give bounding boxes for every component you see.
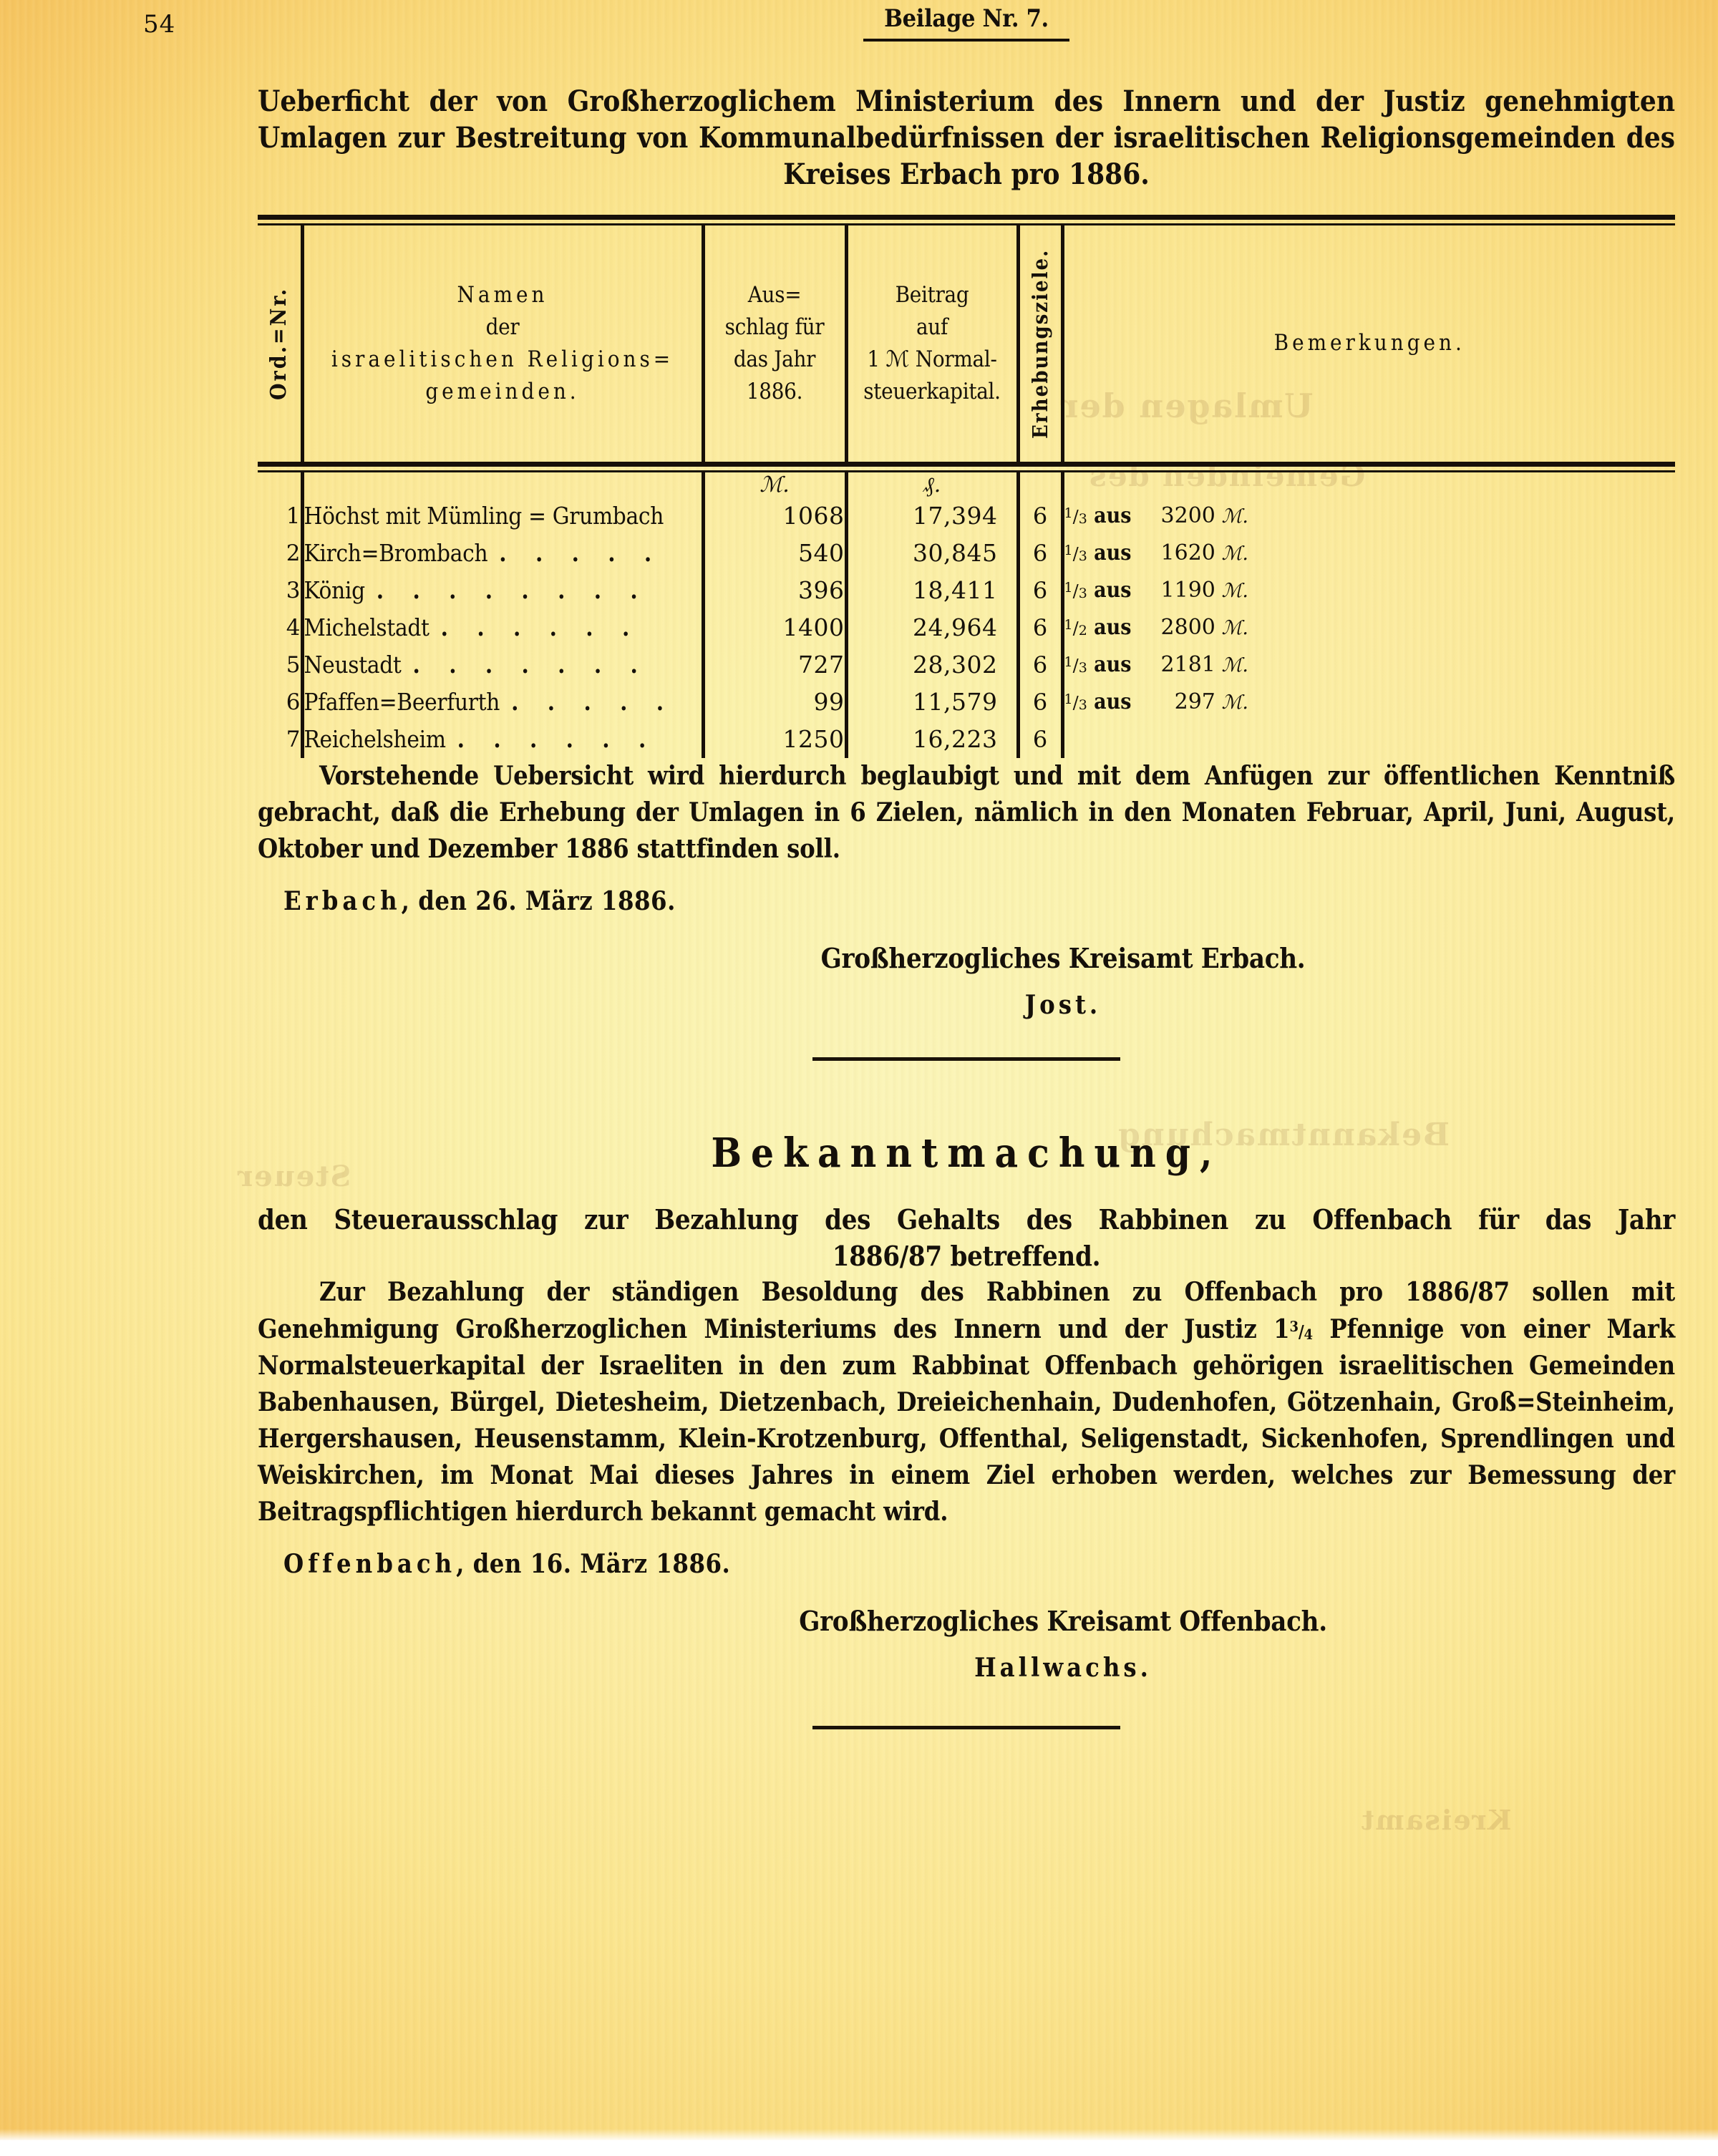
row-ord-nr: 5: [286, 651, 301, 678]
unit-ziele-spacer: [1018, 472, 1062, 497]
row-erhebungsziele: 6: [1018, 535, 1062, 572]
bemerkung-value: 297: [1174, 689, 1215, 715]
row-leader-dots: . . . . . .: [457, 725, 657, 754]
table-top-rule-thick: [258, 215, 1675, 220]
umlagen-table: [258, 225, 1675, 462]
announcement-body-part1: Zur Bezahlung der ständigen Besoldung des Rabbinen zu Offenbach pro 1886/87 sollen mit Genehmigung Großherzoglichen Ministeriums des Innern und der Justiz 1: [258, 1277, 1675, 1344]
bleed-through-text: Gemeinden des: [1088, 458, 1366, 493]
row-beitrag: 28,302: [846, 646, 1018, 684]
table-row: [258, 572, 1675, 609]
row-ord-nr: 4: [286, 614, 301, 641]
row-beitrag: 18,411: [846, 572, 1018, 609]
row-gemeinde-name: [302, 684, 703, 721]
header-bemerkungen: [1062, 225, 1675, 462]
bemerkung-currency: ℳ.: [1215, 691, 1248, 714]
table-header-rule-thick: [258, 462, 1675, 467]
bemerkung-aus-word: aus: [1087, 540, 1138, 566]
row-gemeinde-name: [302, 572, 703, 609]
header-ausschlag-line4: 1886.: [746, 378, 803, 404]
row-bemerkung: [1062, 535, 1675, 572]
bemerkung-currency: ℳ.: [1215, 543, 1248, 565]
bemerkung-fraction: $^1/_3$: [1064, 543, 1087, 565]
row-gemeinde-name: [302, 609, 703, 646]
unit-name-spacer: [302, 472, 703, 497]
scan-edge-fade: [0, 2129, 1718, 2140]
row-gemeinde-name: [302, 721, 703, 758]
table-row: [258, 497, 1675, 535]
overview-title: [258, 83, 1675, 193]
running-head-title: Beilage Nr. 7.: [884, 4, 1049, 33]
overview-place-rest: , den 26. März 1886.: [401, 885, 676, 916]
header-namen-line2: der: [485, 314, 520, 340]
bleed-through-text: Umlagen der: [1059, 387, 1314, 425]
bottom-divider-rule: [812, 1726, 1120, 1729]
row-bemerkung: [1062, 684, 1675, 721]
header-beitrag-line2: auf: [916, 314, 948, 340]
bemerkung-aus-word: aus: [1087, 615, 1138, 641]
overview-paragraph: Vorstehende Uebersicht wird hierdurch beglaubigt und mit dem Anfügen zur öffentlichen Kenntniß gebracht, daß die Erhebung der Umlagen in 6 Zielen, nämlich in den Monaten Februar, April, Juni, August, Oktober und Dezember 1886 stattfinden soll.: [258, 760, 1675, 864]
row-beitrag: 30,845: [846, 535, 1018, 572]
row-ord-nr: 2: [286, 540, 301, 566]
header-ausschlag: [703, 225, 846, 462]
announcement-body-part2: Pfennige von einer Mark Normalsteuerkapital der Israeliten in den zum Rabbinat Offenbach gehörigen israelitischen Gemeinden Babenhausen, Bürgel, Dietesheim, Dietzenbach, Dreieichenhain, Dudenhofen, Götzenhain, Groß=Steinheim, Hergershausen, Heusenstamm, Klein-Krotzenburg, Offenthal, Seligenstadt, Sickenhofen, Sprendlingen und Weiskirchen, im Monat Mai dieses Jahres in einem Ziel erhoben werden, welches zur Bemessung der Beitragspflichtigen hierdurch bekannt gemacht wird.: [258, 1313, 1676, 1528]
announcement-signer: Hallwachs.: [974, 1653, 1152, 1684]
row-erhebungsziele: 6: [1018, 684, 1062, 721]
scan-white-margin: [0, 2140, 1718, 2156]
row-gemeinde-label: König: [304, 576, 365, 605]
row-ausschlag: 1068: [703, 497, 846, 535]
row-ausschlag: 540: [703, 535, 846, 572]
row-erhebungsziele: 6: [1018, 609, 1062, 646]
bemerkung-fraction: $^1/_3$: [1064, 691, 1087, 714]
table-row: [258, 609, 1675, 646]
announcement-body: [258, 1274, 1675, 1530]
header-beitrag: [846, 225, 1018, 462]
bemerkung-aus-word: aus: [1087, 652, 1138, 678]
row-ord-nr: 3: [286, 577, 301, 603]
overview-title-line: Ueberficht der von Großherzoglichem Ministerium des Innern und der Justiz genehmigten: [258, 84, 1675, 118]
bemerkung-value: 2800: [1160, 615, 1215, 641]
bemerkung-value: 2181: [1160, 652, 1215, 678]
bemerkung-value: 1190: [1160, 578, 1215, 603]
row-bemerkung: [1062, 609, 1675, 646]
row-beitrag: 17,394: [846, 497, 1018, 535]
row-bemerkung: [1062, 497, 1675, 535]
bemerkung-fraction: $^1/_3$: [1064, 654, 1087, 676]
bemerkung-value: 3200: [1160, 503, 1215, 529]
bemerkung-currency: ℳ.: [1215, 617, 1248, 640]
row-gemeinde-name: [302, 646, 703, 684]
row-bemerkung: [1062, 572, 1675, 609]
row-ord-nr: 6: [286, 689, 301, 715]
row-bemerkung: [1062, 721, 1675, 758]
bemerkung-currency: ℳ.: [1215, 654, 1248, 677]
bemerkung-aus-word: aus: [1087, 503, 1138, 529]
row-ausschlag: 1250: [703, 721, 846, 758]
page-content: [143, 0, 1676, 1729]
announcement-office: Großherzogliches Kreisamt Offenbach.: [799, 1605, 1327, 1638]
overview-signer: Jost.: [1024, 989, 1102, 1020]
fraction-numerator: 3: [1289, 1317, 1299, 1335]
bemerkung-currency: ℳ.: [1215, 505, 1248, 528]
overview-title-line: Umlagen zur Bestreitung von Kommunalbedürfnissen der israelitischen Religionsgemeinden des: [258, 121, 1675, 155]
header-erhebungsziele-label: Erhebungsziele.: [1028, 248, 1052, 439]
announcement-subtitle-line: den Steuerausschlag zur Bezahlung des Gehalts des Rabbinen zu Offenbach für das Jahr: [258, 1203, 1675, 1235]
unit-bem-spacer: [1062, 472, 1675, 497]
announcement-place-rest: , den 16. März 1886.: [456, 1549, 731, 1580]
row-erhebungsziele: 6: [1018, 721, 1062, 758]
table-row: [258, 646, 1675, 684]
row-leader-dots: . . . . . . .: [412, 651, 649, 679]
row-erhebungsziele: 6: [1018, 646, 1062, 684]
header-namen-line1: Namen: [457, 281, 548, 308]
announcement-place-date: [258, 1549, 1675, 1579]
unit-ord-spacer: [258, 472, 302, 497]
row-erhebungsziele: 6: [1018, 572, 1062, 609]
row-ausschlag: 99: [703, 684, 846, 721]
overview-place-city: Erbach: [283, 885, 402, 916]
announcement-body-fraction: $^3/_4$: [1289, 1317, 1313, 1343]
row-leader-dots: . . . . . . . .: [376, 576, 649, 605]
row-gemeinde-label: Höchst mit Mümling = Grumbach: [304, 502, 664, 530]
row-ausschlag: 727: [703, 646, 846, 684]
row-beitrag: 11,579: [846, 684, 1018, 721]
header-ausschlag-line3: das Jahr: [733, 346, 816, 372]
overview-office: Großherzogliches Kreisamt Erbach.: [820, 941, 1306, 974]
row-ausschlag: 396: [703, 572, 846, 609]
announcement-subtitle: [258, 1201, 1675, 1275]
header-ausschlag-line1: Aus=: [747, 281, 802, 308]
table-unit-row: [258, 472, 1675, 497]
header-bemerkungen-label: Bemerkungen.: [1273, 330, 1465, 356]
row-gemeinde-label: Reichelsheim: [304, 725, 446, 754]
bleed-through-text: Steuer: [236, 1160, 351, 1193]
bemerkung-fraction: $^1/_3$: [1064, 580, 1087, 602]
header-namen: [302, 225, 703, 462]
row-leader-dots: . . . . .: [511, 688, 675, 717]
header-ord-nr-label: Ord.=Nr.: [266, 286, 292, 400]
row-gemeinde-label: Pfaffen=Beerfurth: [304, 688, 500, 717]
row-ord-nr: 1: [286, 502, 301, 529]
row-gemeinde-name: [302, 535, 703, 572]
bemerkung-fraction: $^1/_2$: [1064, 617, 1087, 639]
row-bemerkung: [1062, 646, 1675, 684]
row-beitrag: 16,223: [846, 721, 1018, 758]
fraction-denominator: 4: [1304, 1325, 1313, 1343]
unit-beitrag: ₰.: [846, 472, 1018, 497]
header-ord-nr: [258, 225, 302, 462]
announcement-subtitle-line: 1886/87 betreffend.: [832, 1240, 1101, 1273]
bemerkung-aus-word: aus: [1087, 689, 1138, 715]
header-namen-line4: gemeinden.: [425, 378, 580, 404]
row-gemeinde-label: Neustadt: [304, 651, 402, 679]
bleed-through-text: Kreisamt: [1360, 1804, 1512, 1836]
bemerkung-value: 1620: [1160, 540, 1215, 566]
header-beitrag-line1: Beitrag: [895, 281, 969, 308]
row-ord-nr: 7: [286, 726, 301, 752]
overview-title-line: Kreises Erbach pro 1886.: [783, 157, 1150, 192]
bleed-through-text: Bekanntmachung: [1117, 1117, 1450, 1153]
overview-place-date: [258, 886, 1675, 916]
bemerkung-aus-word: aus: [1087, 578, 1138, 603]
announcement-place-city: Offenbach: [283, 1549, 457, 1580]
running-head-rule: [863, 39, 1069, 42]
table-header-row: [258, 225, 1675, 462]
table-row: [258, 684, 1675, 721]
row-gemeinde-label: Michelstadt: [304, 613, 430, 642]
table-row: [258, 721, 1675, 758]
row-erhebungsziele: 6: [1018, 497, 1062, 535]
unit-ausschlag: ℳ.: [703, 472, 846, 497]
bemerkung-fraction: $^1/_3$: [1064, 505, 1087, 528]
header-ausschlag-line2: schlag für: [724, 314, 825, 340]
row-beitrag: 24,964: [846, 609, 1018, 646]
row-leader-dots: . . . . . .: [440, 613, 641, 642]
row-ausschlag: 1400: [703, 609, 846, 646]
folio-number: 54: [143, 10, 176, 39]
row-leader-dots: . . . . .: [499, 539, 663, 568]
bemerkung-currency: ℳ.: [1215, 580, 1248, 603]
umlagen-table-body: [258, 472, 1675, 758]
table-rows-container: [258, 497, 1675, 758]
header-beitrag-line4: steuerkapital.: [863, 378, 1001, 404]
table-row: [258, 535, 1675, 572]
header-namen-line3: israelitischen Religions=: [331, 346, 674, 372]
header-beitrag-line3: 1 ℳ Normal-: [867, 346, 997, 372]
running-head: [143, 0, 1675, 52]
row-gemeinde-label: Kirch=Brombach: [304, 539, 488, 568]
umlagen-table-wrapper: [258, 215, 1675, 758]
header-erhebungsziele: [1018, 225, 1062, 462]
section-divider-rule: [812, 1057, 1120, 1061]
row-gemeinde-name: [302, 497, 703, 535]
announcement-title: Bekanntmachung,: [711, 1129, 1222, 1177]
